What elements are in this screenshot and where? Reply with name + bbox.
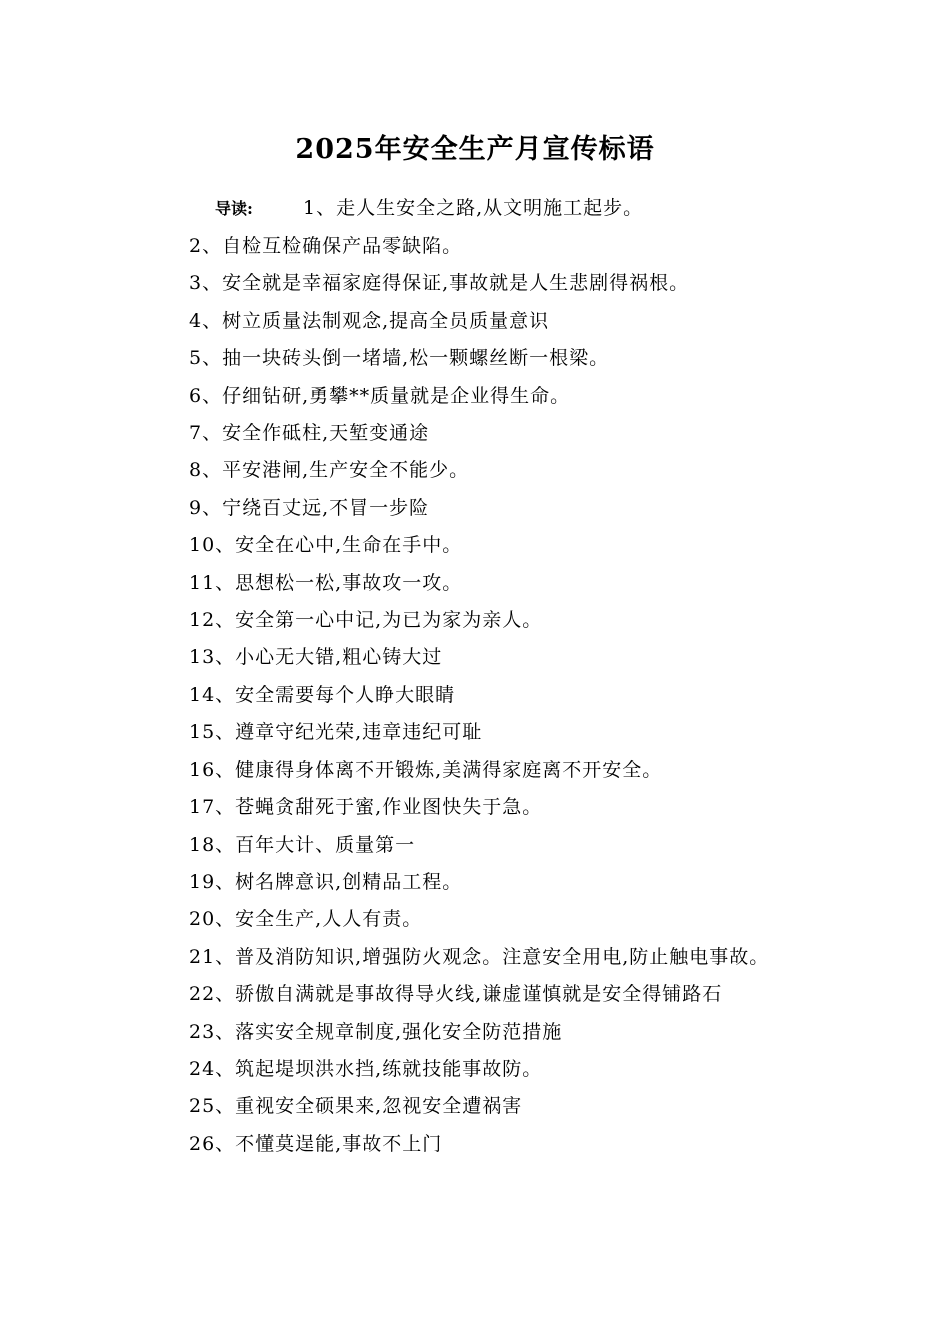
list-item: 9、宁绕百丈远,不冒一步险 [189,496,430,519]
list-item: 26、不懂莫逞能,事故不上门 [189,1132,443,1155]
list-item: 16、健康得身体离不开锻炼,美满得家庭离不开安全。 [189,758,663,781]
list-item: 24、筑起堤坝洪水挡,练就技能事故防。 [189,1057,543,1080]
list-item: 8、平安港闸,生产安全不能少。 [189,459,470,482]
list-item: 25、重视安全硕果来,忽视安全遭祸害 [189,1095,523,1118]
lead-line [215,193,643,223]
list-item: 13、小心无大错,粗心铸大过 [189,646,443,669]
list-item: 2、自检互检确保产品零缺陷。 [189,235,463,257]
list-item: 10、安全在心中,生命在手中。 [189,534,463,557]
list-item: 17、苍蝇贪甜死于蜜,作业图快失于急。 [189,796,543,819]
list-item: 3、安全就是幸福家庭得保证,事故就是人生悲剧得祸根。 [189,272,690,295]
list-item: 6、仔细钻研,勇攀**质量就是企业得生命。 [189,384,571,407]
list-item: 11、思想松一松,事故攻一攻。 [189,571,463,594]
list-item: 4、树立质量法制观念,提高全员质量意识 [189,309,550,332]
list-item: 20、安全生产,人人有责。 [189,908,423,931]
page-title: 2025年安全生产月宣传标语 [295,134,655,165]
lead-text: 1、走人生安全之路,从文明施工起步。 [303,197,644,219]
list-item: 7、安全作砥柱,天堑变通途 [189,422,430,445]
list-item: 12、安全第一心中记,为已为家为亲人。 [189,609,543,632]
list-item: 14、安全需要每个人睁大眼睛 [189,683,456,706]
slogan-list [115,228,805,1163]
lead-label: 导读: [215,199,253,218]
list-item: 19、树名牌意识,创精品工程。 [189,870,463,893]
list-item: 23、落实安全规章制度,强化安全防范措施 [189,1020,563,1043]
list-item: 18、百年大计、质量第一 [189,833,416,856]
list-item: 21、普及消防知识,增强防火观念。注意安全用电,防止触电事故。 [189,945,770,968]
list-item: 22、骄傲自满就是事故得导火线,谦虚谨慎就是安全得铺路石 [189,983,723,1006]
list-item: 5、抽一块砖头倒一堵墙,松一颗螺丝断一根梁。 [189,347,610,370]
list-item: 15、遵章守纪光荣,违章违纪可耻 [189,721,483,744]
